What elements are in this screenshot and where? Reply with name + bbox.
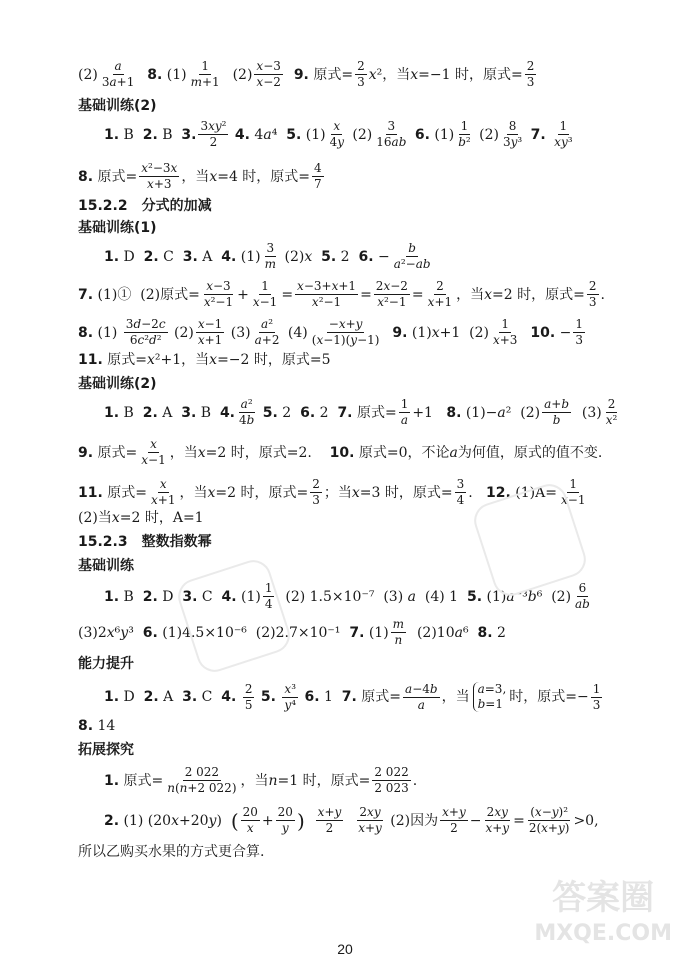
watermark-stamp — [174, 556, 295, 677]
watermark-logo: 答案圈 MXQE.COM — [534, 878, 672, 946]
page-number: 20 — [337, 941, 353, 957]
answer-page: (2) $\frac{a}{3a+1}$ 8. (1) $\frac{1}{m+1}$ (2) $\frac{x-3}{x-2}$ 9. 原式= $\frac{2}{3}$ x ²，当 x =−1 时，原式= $\frac{2}{3}$ 基础训练(2) 1. B 2. B 3. $\frac{\text{3xy²}}{2}$ 4. 4 a ⁴ 5. (1) $\frac{x}{4y}$ (2) $\frac{3}{16ab}$ 6. (1) $\frac{1}{\text{b²}}$ (2) $\frac{8}{\text{3y³}}$ 7. $\frac{1}{\text{xy³}}$ 8. 原式= $\frac{\text{x²−3x}}{x+3}$ ，当 x =4 时，原式= $\frac{4}{7}$ 15.2.2 分式的加减 基础训练(1) 1. D 2. C 3. A 4. (1) $\frac{3}{m}$ (2) x 5. 2 6. − $\frac{b}{\text{a²−ab}}$ 7. (1)① (2)原式= $\frac{x-3}{\text{x²−1}}$ + $\frac{1}{x-1}$ = $\frac{x-3+x+1}{\text{x²−1}}$ = $\frac{2x-2}{\text{x²−1}}$ = $\frac{2}{x+1}$ ，当 x =2 时，原式= $\frac{2}{3}$ . 8. (1) $\frac{3d-2c}{\text{6c²d²}}$ (2) $\frac{x-1}{x+1}$ (3) $\frac{\text{a²}}{a+2}$ (4) $\frac{-x+y}{(x-1)(y-1)}$ 9. (1) x +1 (2) $\frac{1}{x+3}$ 10. − $\frac{1}{3}$ 11. 原式= x ²+1，当 x =−2 时，原式=5 基础训练(2) 1. B 2. A 3. B 4. $\frac{\text{a²}}{4b}$ 5. 2 6. 2 7. 原式= $\frac{1}{a}$ +1 8. (1)− a ² (2) $\frac{a+b}{b}$ (3) $\frac{2}{\text{x²}}$ 9. 原式= $\frac{x}{x-1}$ ，当 x =2 时，原式=2. 10. 原式=0，不论 a 为何值，原式的值不变. 11. 原式= $\frac{x}{x+1}$ ，当 x =2 时，原式= $\frac{2}{3}$ ；当 x =3 时，原式= $\frac{3}{4}$ . 12. (1)A= $\frac{1}{x-1}$ (2)当 x =2 时，A=1 15.2.3 整数指数幂 基础训练 1. B 2. D 3. C 4. (1) $\frac{1}{4}$ (2) 1.5×10⁻⁷ (3) a (4) 1 5. (1) a ⁻³ b ⁶ (2) $\frac{6}{ab}$ (3)2 x ⁶ y ³ 6. (1)4.5×10⁻⁶ (2)2.7×10⁻¹ 7. (1) $\frac{m}{n}$ (2)10 a ⁶ 8. 2 能力提升 1. D 2. A 3. C 4. $\frac{2}{5}$ 5. $\frac{\text{x³}}{\text{y⁴}}$ 6. 1 7. 原式= $\frac{a-4b}{a}$ ，当 a=3, b=1 时，原式=− $\frac{1}{3}$ 8. 14 拓展探究 1. 原式= $\frac{2 022}{n(n+2 022)}$ ，当 n =1 时，原式= $\frac{2 022}{2 023}$ . 2. (1) (20 x +20 y ) ( $\frac{20}{x}$ + $\frac{20}{y}$ ) $\frac{x+y}{2}$ $\frac{2xy}{x+y}$ (2)因为 $\frac{x+y}{2}$ − $\frac{2xy}{x+y}$ = $\frac{\text{(x−y)²}}{2(x+y)}$ >0, 所以乙购买水果的方式更合算. 答案圈 MXQE.COM 20 — [0, 0, 690, 974]
